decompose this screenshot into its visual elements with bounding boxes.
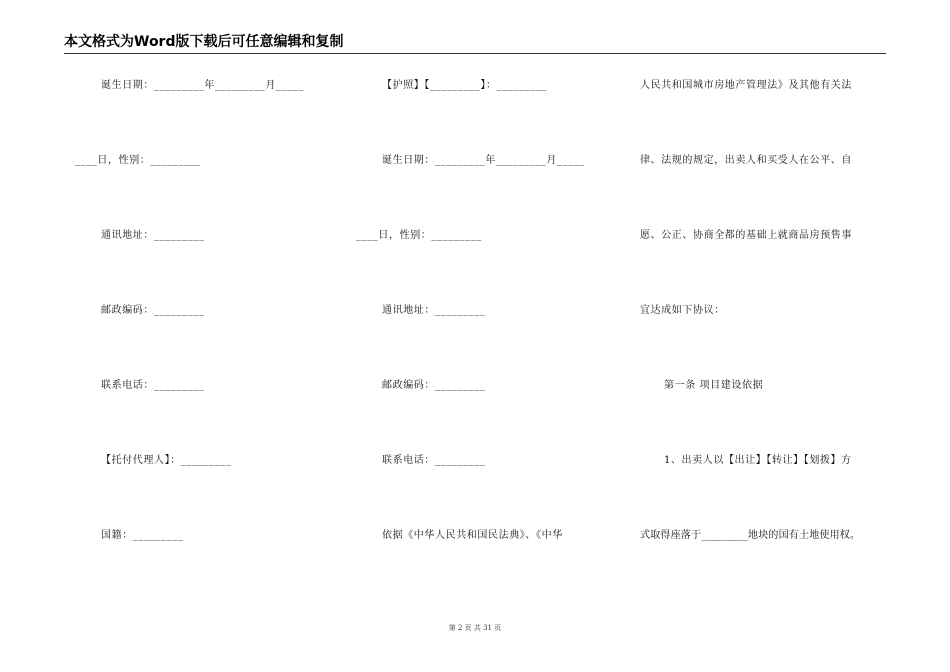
middle-line-birth-date: 诞生日期：_________年_________月_____: [382, 155, 585, 166]
middle-line-basis: 依据《中华人民共和国民法典》、《中华: [382, 530, 563, 541]
right-line-law-1: 人民共和国城市房地产管理法》及其他有关法: [640, 80, 852, 91]
middle-line-postal-code: 邮政编码：_________: [382, 380, 486, 391]
left-line-day-gender: ____日，性别：_________: [75, 155, 201, 166]
middle-line-phone: 联系电话：_________: [382, 455, 486, 466]
left-line-agent: 【托付代理人】：_________: [101, 455, 232, 466]
page-header: [64, 34, 886, 54]
right-line-article-1-heading: 第一条 项目建设依据: [664, 380, 764, 391]
left-line-postal-code: 邮政编码：_________: [101, 305, 205, 316]
right-line-agreement: 宜达成如下协议：: [640, 305, 725, 316]
header-title: 本文格式为Word版下载后可任意编辑和复制: [64, 34, 344, 50]
right-line-clause-1: 1、出卖人以【出让】【转让】【划拨】方: [664, 455, 852, 466]
middle-line-passport: 【护照】【_________】：_________: [382, 80, 547, 91]
right-line-law-3: 愿、公正、协商全都的基础上就商品房预售事: [640, 230, 852, 241]
left-line-phone: 联系电话：_________: [101, 380, 205, 391]
middle-line-address: 通讯地址：_________: [382, 305, 486, 316]
middle-line-day-gender: ____日，性别：_________: [356, 230, 482, 241]
left-line-birth-date: 诞生日期：_________年_________月_____: [101, 80, 304, 91]
right-line-law-2: 律、法规的规定，出卖人和买受人在公平、自: [640, 155, 852, 166]
page-footer: 第 2 页 共 31 页: [448, 624, 502, 632]
right-line-clause-1-cont: 式取得座落于_________地块的国有土地使用权。: [640, 530, 861, 541]
left-line-nationality: 国籍：_________: [101, 530, 184, 541]
left-line-address: 通讯地址：_________: [101, 230, 205, 241]
